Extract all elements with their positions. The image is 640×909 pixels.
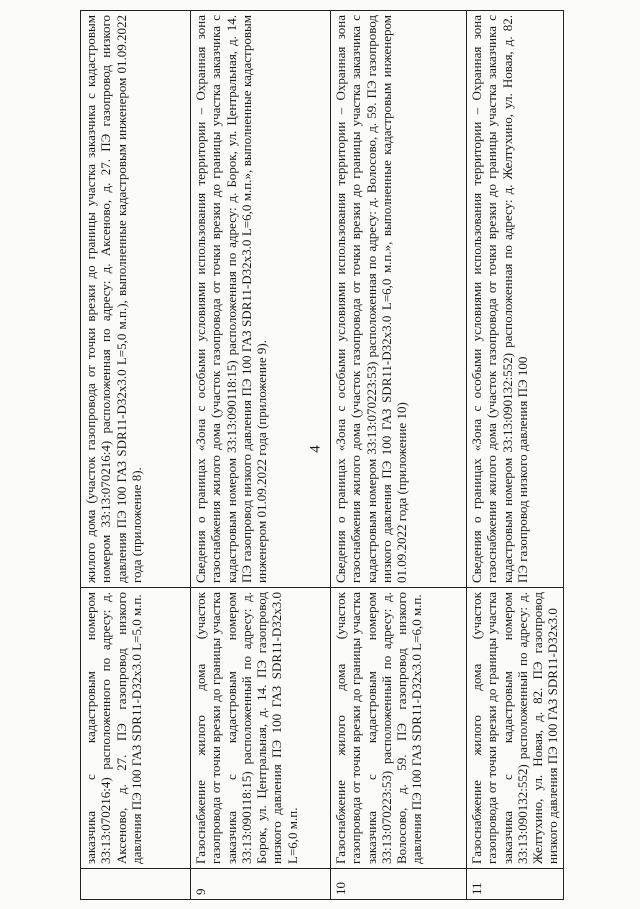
zone-info-cell: Сведения о границах «Зона с особыми условиями использования территории – Охранная зона газоснабжения жилого дома (участок газопровода от точки врезки до границы участка заказчика с кадастровым номером 33:13:070223:53) расположенная по адресу: д. Волосово, д. 59. ПЭ газопровод низкого давления ПЭ 100 ГАЗ SDR11-D32x3.0 L=6,0 м.п.», выполненные кадастровым инженером 01.09.2022 года (приложение 10) [331,11,467,588]
zone-info-cell: жилого дома (участок газопровода от точки врезки до границы участка заказчика с кадастровым номером 33:13:070216:4) расположенная по адресу: д. Аксеново, д. 27. ПЭ газопровод низкого давления ПЭ 100 ГАЗ SDR11-D32x3.0 L=5,0 м.п.), выполненные кадастровым инженером 01.09.2022 года (приложение 8). [81,11,191,588]
object-description-cell: заказчика с кадастровым номером 33:13:070216:4) расположенного по адресу: д. Аксеново, д. 27. ПЭ газопровод низкого давления ПЭ 100 ГАЗ SDR11-D32x3.0 L=5,0 м.п. [81,588,191,869]
table-row [81,11,191,900]
row-number-cell: 9 [191,869,331,900]
page-number: 4 [307,445,324,453]
gas-zones-table [80,10,564,900]
table-row [331,11,467,900]
object-description-cell: Газоснабжение жилого дома (участок газопровода от точки врезки до границы участка заказчика с кадастровым номером 33:13:070223:53) расположенный по адресу: д. Волосово, д. 59. ПЭ газопровод низкого давления ПЭ 100 ГАЗ SDR11-D32x3.0 L=6,0 м.п. [331,588,467,869]
row-number-cell [81,869,191,900]
row-number-cell: 10 [331,869,467,900]
rotated-page-content [80,10,564,900]
row-number-cell: 11 [467,869,564,900]
object-description-cell: Газоснабжение жилого дома (участок газопровода от точки врезки до границы участка заказчика с кадастровым номером 33:13:090132:552) расположенный по адресу: д. Желтухино, ул. Новая, д. 82. ПЭ газопровод низкого давления ПЭ 100 ГАЗ SDR11-D32x3.0 [467,588,564,869]
table-row [191,11,331,900]
zone-info-cell: Сведения о границах «Зона с особыми условиями использования территории – Охранная зона газоснабжения жилого дома (участок газопровода от точки врезки до границы участка заказчика с кадастровым номером 33:13:090118:15) расположенная по адресу: д. Борок, ул. Центральная, д. 14. ПЭ газопровод низкого давления ПЭ 100 ГАЗ SDR11-D32x3.0 L=6,0 м.п.», выполненные кадастровым инженером 01.09.2022 года (приложение 9). [191,11,331,588]
object-description-cell: Газоснабжение жилого дома (участок газопровода от точки врезки до границы участка заказчика с кадастровым номером 33:13:090118:15) расположенный по адресу: д. Борок, ул. Центральная, д. 14. ПЭ газопровод низкого давления ПЭ 100 ГАЗ SDR11-D32x3.0 L=6,0 м.п. [191,588,331,869]
zone-info-cell: Сведения о границах «Зона с особыми условиями использования территории – Охранная зона газоснабжения жилого дома (участок газопровода от точки врезки до границы участка заказчика с кадастровым номером 33:13:090132:552) расположенная по адресу: д. Желтухино, ул. Новая, д. 82. ПЭ газопровод низкого давления ПЭ 100 [467,11,564,588]
table-row [467,11,564,900]
